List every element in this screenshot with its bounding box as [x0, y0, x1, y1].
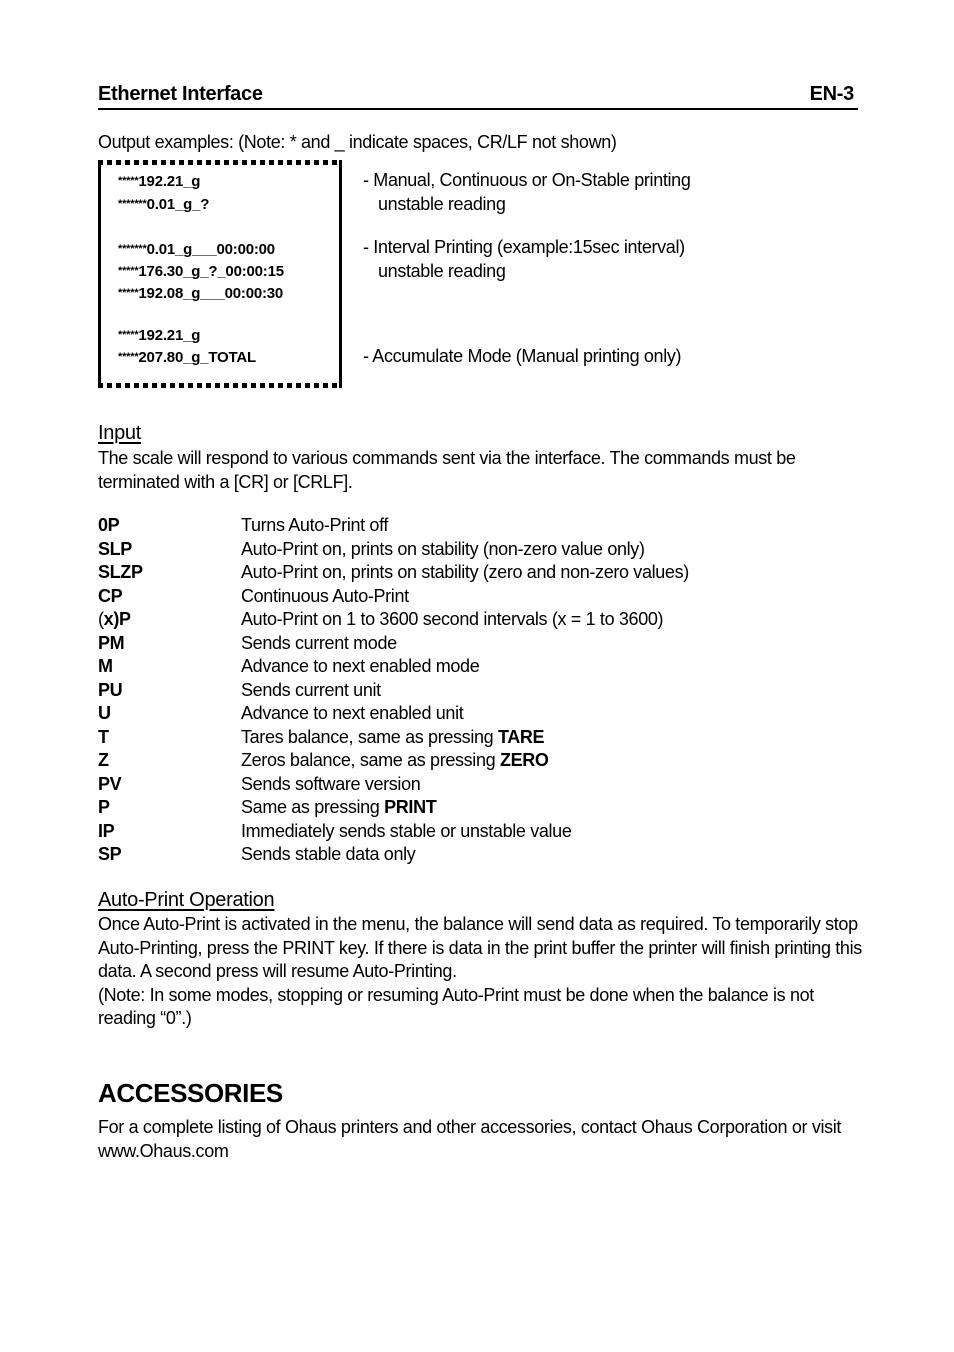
output-line: *****192.21_g: [118, 327, 201, 344]
page-header: [98, 82, 858, 110]
box-border-right: [339, 160, 342, 388]
output-examples-intro: Output examples: (Note: * and _ indicate spaces, CR/LF not shown): [98, 132, 617, 152]
auto-print-paragraph: Once Auto-Print is activated in the menu, the balance will send data as required. To temporarily stop Auto-Printing, press the PRINT key. If there is data in the print buffer the printer will finish printing this data. A second press will resume Auto-Printing. (Note: In some modes, stopping or resuming Auto-Print must be done when the balance is not reading “0”.): [98, 914, 862, 1028]
command-row: PV Sends software version: [98, 773, 421, 794]
command-row: IP Immediately sends stable or unstable value: [98, 820, 572, 841]
box-border-bottom: [98, 383, 342, 388]
output-line: *****192.21_g: [118, 173, 201, 190]
output-description-manual: - Manual, Continuous or On-Stable printing unstable reading: [363, 170, 691, 214]
box-border-top: [98, 160, 342, 165]
output-line: *****192.08_g___00:00:30: [118, 285, 284, 302]
command-row: Z Zeros balance, same as pressing ZERO: [98, 750, 549, 770]
output-line: *******0.01_g_?: [118, 196, 210, 213]
command-row: PM Sends current mode: [98, 632, 397, 653]
command-row: PU Sends current unit: [98, 679, 381, 700]
output-line: *****176.30_g_?_00:00:15: [118, 263, 284, 280]
command-row: CP Continuous Auto-Print: [98, 585, 409, 606]
command-row: 0P Turns Auto-Print off: [98, 515, 389, 535]
accessories-heading: ACCESSORIES: [98, 1078, 283, 1108]
input-paragraph: The scale will respond to various commands sent via the interface. The commands must be terminated with a [CR] or [CRLF].: [98, 448, 796, 492]
output-description-accumulate: - Accumulate Mode (Manual printing only): [363, 346, 682, 366]
ohaus-website-link[interactable]: www.Ohaus.com: [98, 1140, 229, 1161]
box-border-left: [98, 160, 101, 388]
command-row: U Advance to next enabled unit: [98, 703, 464, 723]
output-line: *******0.01_g___00:00:00: [118, 241, 275, 258]
auto-print-heading: Auto-Print Operation: [98, 889, 275, 911]
input-heading: Input: [98, 422, 141, 444]
command-row: P Same as pressing PRINT: [98, 797, 437, 817]
command-row: SLP Auto-Print on, prints on stability (non-zero value only): [98, 538, 645, 559]
output-description-interval: - Interval Printing (example:15sec interval) unstable reading: [363, 237, 685, 281]
accessories-paragraph: For a complete listing of Ohaus printers and other accessories, contact Ohaus Corporation or visit www.Ohaus.com: [98, 1116, 841, 1163]
command-row: SP Sends stable data only: [98, 844, 416, 864]
output-examples-box: [98, 160, 342, 388]
command-row: M Advance to next enabled mode: [98, 656, 480, 676]
section-title: Ethernet Interface: [98, 83, 263, 105]
output-line: *****207.80_g_TOTAL: [118, 349, 256, 366]
command-row: (x)P Auto-Print on 1 to 3600 second intervals (x = 1 to 3600): [98, 609, 664, 629]
command-row: T Tares balance, same as pressing TARE: [98, 726, 545, 747]
page-number: EN-3: [809, 83, 854, 105]
command-row: SLZP Auto-Print on, prints on stability (zero and non-zero values): [98, 562, 689, 582]
